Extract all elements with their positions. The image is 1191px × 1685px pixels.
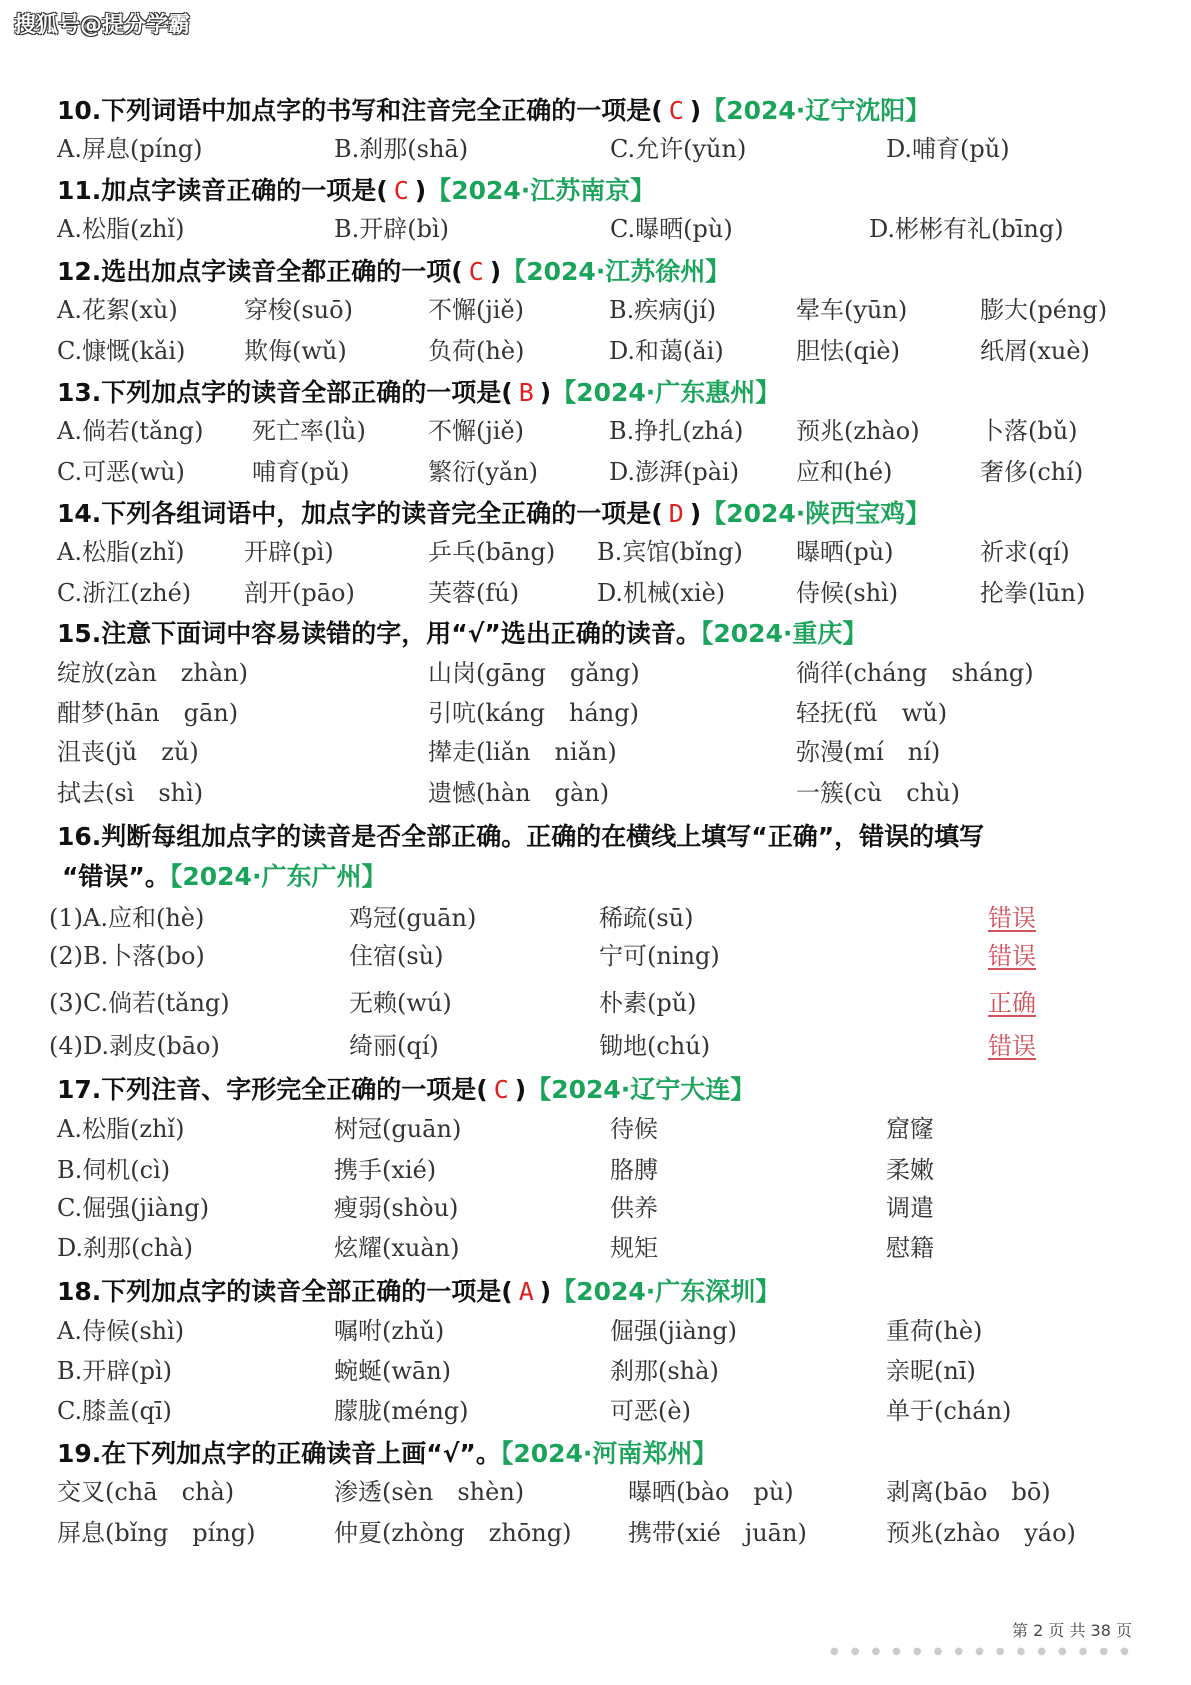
option-item: B.开辟(bì) — [334, 215, 450, 243]
judgement-answer: 错误 — [988, 942, 1036, 970]
source-tag: 【2024·广东广州】 — [169, 862, 387, 891]
option-item: 繁衍(yǎn) — [428, 458, 539, 486]
option-item: 祈求(qí) — [980, 538, 1070, 566]
option-item: 预兆(zhào yáo) — [886, 1519, 1076, 1547]
option-item: 预兆(zhào) — [796, 417, 920, 445]
option-item: 穿梭(suō) — [244, 296, 353, 324]
option-item: 嘱咐(zhǔ) — [334, 1317, 445, 1345]
option-item: 胆怯(qiè) — [796, 337, 900, 365]
q14-header — [57, 497, 930, 531]
option-item: C.慷慨(kǎi) — [57, 337, 186, 365]
option-item: 携带(xié juān) — [628, 1519, 807, 1547]
source-tag: 【2024·广东深圳】 — [551, 1277, 781, 1306]
option-item: 渗透(sèn shèn) — [334, 1478, 525, 1506]
q10-header — [57, 94, 930, 128]
option-item: 倔强(jiàng) — [610, 1317, 737, 1345]
question-text: 17.下列注音、字形完全正确的一项是( — [57, 1075, 488, 1104]
question-text-close: ) — [689, 499, 702, 528]
option-item: A.松脂(zhǐ) — [57, 1115, 185, 1143]
option-item: 亲昵(nī) — [886, 1357, 976, 1385]
option-item: 卜落(bǔ) — [980, 417, 1078, 445]
option-item: 一簇(cù chù) — [796, 779, 960, 807]
answer-letter: D — [668, 499, 684, 528]
option-item: C.膝盖(qī) — [57, 1397, 172, 1425]
source-tag: 【2024·重庆】 — [700, 619, 868, 648]
option-item: A.花絮(xù) — [57, 296, 178, 324]
option-item: B.挣扎(zhá) — [609, 417, 744, 445]
option-item: 不懈(jiě) — [428, 296, 525, 324]
source-tag: 【2024·陕西宝鸡】 — [701, 499, 931, 528]
option-item: B.伺机(cì) — [57, 1156, 171, 1184]
option-item: 抡拳(lūn) — [980, 579, 1086, 607]
option-item: 供养 — [610, 1194, 658, 1222]
option-item: 稀疏(sū) — [599, 904, 694, 932]
option-item: C.可恶(wù) — [57, 458, 185, 486]
question-text-close: ) — [689, 96, 702, 125]
question-text: 13.下列加点字的读音全部正确的一项是( — [57, 378, 513, 407]
option-item: C.曝晒(pù) — [610, 215, 733, 243]
option-item: A.松脂(zhǐ) — [57, 538, 185, 566]
source-tag: 【2024·河南郑州】 — [500, 1439, 718, 1468]
option-item: 剖开(pāo) — [244, 579, 355, 607]
decorative-dots: ●●●●●●●●●●●●●●● — [830, 1646, 1141, 1657]
option-item: B.刹那(shā) — [334, 135, 469, 163]
option-item: 徜徉(cháng sháng) — [796, 659, 1034, 687]
judgement-answer: 正确 — [988, 989, 1036, 1017]
q12-header — [57, 255, 730, 289]
option-item: 酣梦(hān gān) — [57, 699, 239, 727]
option-item: A.倘若(tǎng) — [57, 417, 204, 445]
option-item: 胳膊 — [610, 1156, 658, 1184]
question-text: 15.注意下面词中容易读错的字，用“√”选出正确的读音。 — [57, 619, 701, 648]
option-item: 绽放(zàn zhàn) — [57, 659, 249, 687]
q17-header — [57, 1073, 755, 1107]
option-item: D.澎湃(pài) — [609, 458, 740, 486]
question-text-close: ) — [539, 378, 552, 407]
option-item: 膨大(péng) — [980, 296, 1108, 324]
question-text-close: ) — [514, 1075, 527, 1104]
option-item: 柔嫩 — [886, 1156, 934, 1184]
option-item: 交叉(chā chà) — [57, 1478, 235, 1506]
option-item: (4)D.剥皮(bāo) — [49, 1032, 220, 1060]
option-item: 乒乓(bāng) — [428, 538, 556, 566]
option-item: 朦胧(méng) — [334, 1397, 469, 1425]
q15-header — [57, 617, 867, 651]
question-text-close: ) — [539, 1277, 552, 1306]
option-item: 绮丽(qí) — [349, 1032, 439, 1060]
option-item: C.浙江(zhé) — [57, 579, 192, 607]
option-item: 奢侈(chí) — [980, 458, 1084, 486]
option-item: 调遣 — [886, 1194, 934, 1222]
option-item: 开辟(pì) — [244, 538, 334, 566]
option-item: C.允许(yǔn) — [610, 135, 747, 163]
question-text: 14.下列各组词语中，加点字的读音完全正确的一项是( — [57, 499, 663, 528]
option-item: 引吭(káng háng) — [428, 699, 639, 727]
answer-letter: C — [668, 96, 684, 125]
option-item: 死亡率(lǜ) — [252, 417, 366, 445]
option-item: 弥漫(mí ní) — [796, 738, 941, 766]
option-item: 待候 — [610, 1115, 658, 1143]
option-item: 山岗(gāng gǎng) — [428, 659, 640, 687]
answer-letter: C — [493, 1075, 509, 1104]
option-item: 锄地(chú) — [599, 1032, 711, 1060]
option-item: 侍候(shì) — [796, 579, 899, 607]
answer-letter: C — [393, 176, 409, 205]
option-item: D.彬彬有礼(bīng) — [869, 215, 1064, 243]
source-tag: 【2024·江苏徐州】 — [501, 257, 731, 286]
option-item: 树冠(guān) — [334, 1115, 462, 1143]
option-item: 轻抚(fǔ wǔ) — [796, 699, 948, 727]
option-item: A.屏息(píng) — [57, 135, 203, 163]
option-item: 重荷(hè) — [886, 1317, 983, 1345]
answer-letter: A — [518, 1277, 534, 1306]
q11-header — [57, 174, 655, 208]
source-tag: 【2024·辽宁沈阳】 — [701, 96, 931, 125]
option-item: 单于(chán) — [886, 1397, 1012, 1425]
option-item: D.和蔼(ǎi) — [609, 337, 724, 365]
option-item: 窟窿 — [886, 1115, 934, 1143]
question-text: 19.在下列加点字的正确读音上画“√”。 — [57, 1439, 501, 1468]
option-item: B.疾病(jí) — [609, 296, 717, 324]
option-item: B.开辟(pì) — [57, 1357, 173, 1385]
question-text-close: ) — [489, 257, 502, 286]
option-item: 住宿(sù) — [349, 942, 444, 970]
option-item: 负荷(hè) — [428, 337, 525, 365]
q16-header — [57, 820, 984, 854]
option-item: 欺侮(wǔ) — [244, 337, 347, 365]
option-item: 晕车(yūn) — [796, 296, 908, 324]
option-item: D.机械(xiè) — [597, 579, 726, 607]
question-text: 18.下列加点字的读音全部正确的一项是( — [57, 1277, 513, 1306]
option-item: 蜿蜒(wān) — [334, 1357, 452, 1385]
option-item: 宁可(ning) — [599, 942, 720, 970]
option-item: 慰籍 — [886, 1234, 934, 1262]
answer-letter: B — [518, 378, 534, 407]
option-item: 携手(xié) — [334, 1156, 437, 1184]
source-tag: 【2024·广东惠州】 — [551, 378, 781, 407]
option-item: 拭去(sì shì) — [57, 779, 204, 807]
option-item: 朴素(pǔ) — [599, 989, 697, 1017]
option-item: (3)C.倘若(tǎng) — [49, 989, 230, 1017]
option-item: 曝晒(pù) — [796, 538, 894, 566]
option-item: 可恶(è) — [610, 1397, 691, 1425]
page-number: 第 2 页 共 38 页 — [1012, 1621, 1132, 1640]
option-item: 芙蓉(fú) — [428, 579, 520, 607]
option-item: A.侍候(shì) — [57, 1317, 185, 1345]
option-item: 纸屑(xuè) — [980, 337, 1090, 365]
question-text: 11.加点字读音正确的一项是( — [57, 176, 388, 205]
option-item: A.松脂(zhǐ) — [57, 215, 185, 243]
option-item: 剥离(bāo bō) — [886, 1478, 1051, 1506]
option-item: 屏息(bǐng píng) — [57, 1519, 256, 1547]
source-tag: 【2024·江苏南京】 — [426, 176, 656, 205]
option-item: B.宾馆(bǐng) — [597, 538, 743, 566]
judgement-answer: 错误 — [988, 1032, 1036, 1060]
option-item: 鸡冠(guān) — [349, 904, 477, 932]
question-text: “错误”。 — [62, 862, 170, 891]
q19-header — [57, 1437, 717, 1471]
question-text: 16.判断每组加点字的读音是否全部正确。正确的在横线上填写“正确”，错误的填写 — [57, 822, 985, 851]
option-item: 遗憾(hàn gàn) — [428, 779, 610, 807]
option-item: C.倔强(jiàng) — [57, 1194, 210, 1222]
question-text: 12.选出加点字读音全都正确的一项( — [57, 257, 463, 286]
question-text-close: ) — [414, 176, 427, 205]
option-item: 炫耀(xuàn) — [334, 1234, 460, 1262]
option-item: (2)B.卜落(bo) — [49, 942, 205, 970]
question-text: 10.下列词语中加点字的书写和注音完全正确的一项是( — [57, 96, 663, 125]
option-item: 刹那(shà) — [610, 1357, 719, 1385]
q18-header — [57, 1275, 780, 1309]
option-item: 哺育(pǔ) — [252, 458, 350, 486]
option-item: (1)A.应和(hè) — [49, 904, 205, 932]
option-item: D.刹那(chà) — [57, 1234, 193, 1262]
answer-letter: C — [468, 257, 484, 286]
watermark-logo: 搜狐号@提分学霸 — [14, 13, 191, 38]
option-item: 无赖(wú) — [349, 989, 452, 1017]
option-item: 不懈(jiě) — [428, 417, 525, 445]
option-item: 撵走(liǎn niǎn) — [428, 738, 617, 766]
q16-header — [62, 860, 386, 894]
option-item: 瘦弱(shòu) — [334, 1194, 459, 1222]
option-item: 规矩 — [610, 1234, 658, 1262]
source-tag: 【2024·辽宁大连】 — [526, 1075, 756, 1104]
q13-header — [57, 376, 780, 410]
option-item: D.哺育(pǔ) — [886, 135, 1010, 163]
option-item: 应和(hé) — [796, 458, 893, 486]
judgement-answer: 错误 — [988, 904, 1036, 932]
option-item: 沮丧(jǔ zǔ) — [57, 738, 199, 766]
option-item: 仲夏(zhòng zhōng) — [334, 1519, 572, 1547]
option-item: 曝晒(bào pù) — [628, 1478, 794, 1506]
